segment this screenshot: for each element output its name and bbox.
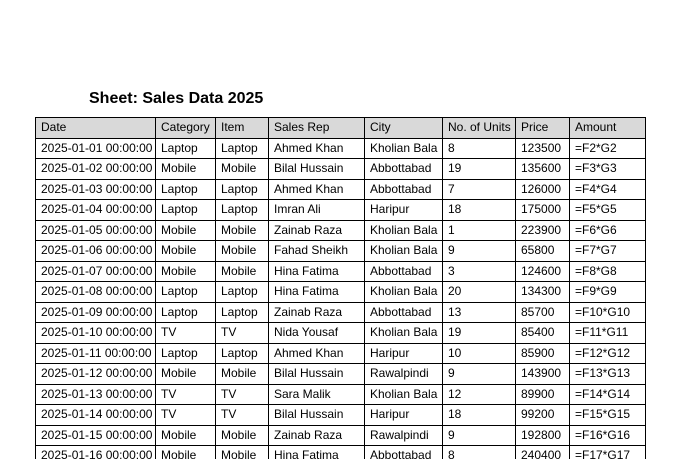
amount-cell: =F7*G7	[570, 241, 646, 262]
units-cell: 19	[443, 159, 516, 180]
units-cell: 9	[443, 364, 516, 385]
item-cell: TV	[216, 323, 269, 344]
amount-cell: =F12*G12	[570, 343, 646, 364]
table-body	[36, 138, 646, 459]
table-row	[36, 200, 646, 221]
category-cell: Laptop	[156, 343, 216, 364]
date-cell: 2025-01-05 00:00:00	[36, 220, 156, 241]
price-cell: 85700	[516, 302, 570, 323]
price-cell: 85900	[516, 343, 570, 364]
item-cell: Laptop	[216, 302, 269, 323]
category-cell: Mobile	[156, 446, 216, 459]
date-cell: 2025-01-01 00:00:00	[36, 138, 156, 159]
category-cell: TV	[156, 323, 216, 344]
price-cell: 65800	[516, 241, 570, 262]
item-cell: TV	[216, 405, 269, 426]
units-cell: 18	[443, 405, 516, 426]
units-cell: 18	[443, 200, 516, 221]
sales-rep-cell: Hina Fatima	[269, 282, 365, 303]
city-cell: Abbottabad	[365, 179, 443, 200]
amount-cell: =F14*G14	[570, 384, 646, 405]
city-cell: Kholian Bala	[365, 384, 443, 405]
category-cell: Laptop	[156, 282, 216, 303]
table-row	[36, 282, 646, 303]
amount-cell: =F10*G10	[570, 302, 646, 323]
date-cell: 2025-01-15 00:00:00	[36, 425, 156, 446]
table-row	[36, 220, 646, 241]
sales-rep-cell: Bilal Hussain	[269, 364, 365, 385]
item-cell: Laptop	[216, 200, 269, 221]
units-cell: 7	[443, 179, 516, 200]
category-cell: Laptop	[156, 302, 216, 323]
item-cell: Mobile	[216, 261, 269, 282]
price-cell: 85400	[516, 323, 570, 344]
sales-rep-cell: Ahmed Khan	[269, 138, 365, 159]
city-cell: Kholian Bala	[365, 138, 443, 159]
units-cell: 9	[443, 425, 516, 446]
column-header-price: Price	[516, 118, 570, 139]
city-cell: Rawalpindi	[365, 425, 443, 446]
price-cell: 134300	[516, 282, 570, 303]
item-cell: Mobile	[216, 159, 269, 180]
date-cell: 2025-01-13 00:00:00	[36, 384, 156, 405]
item-cell: Mobile	[216, 446, 269, 459]
units-cell: 3	[443, 261, 516, 282]
table-row	[36, 405, 646, 426]
sales-rep-cell: Zainab Raza	[269, 220, 365, 241]
sales-rep-cell: Ahmed Khan	[269, 343, 365, 364]
units-cell: 13	[443, 302, 516, 323]
date-cell: 2025-01-14 00:00:00	[36, 405, 156, 426]
units-cell: 8	[443, 138, 516, 159]
city-cell: Kholian Bala	[365, 220, 443, 241]
sales-rep-cell: Imran Ali	[269, 200, 365, 221]
sales-rep-cell: Fahad Sheikh	[269, 241, 365, 262]
amount-cell: =F17*G17	[570, 446, 646, 459]
price-cell: 223900	[516, 220, 570, 241]
date-cell: 2025-01-08 00:00:00	[36, 282, 156, 303]
price-cell: 99200	[516, 405, 570, 426]
city-cell: Abbottabad	[365, 159, 443, 180]
category-cell: Mobile	[156, 220, 216, 241]
column-header-date: Date	[36, 118, 156, 139]
price-cell: 143900	[516, 364, 570, 385]
amount-cell: =F8*G8	[570, 261, 646, 282]
units-cell: 12	[443, 384, 516, 405]
date-cell: 2025-01-12 00:00:00	[36, 364, 156, 385]
sales-rep-cell: Zainab Raza	[269, 302, 365, 323]
units-cell: 9	[443, 241, 516, 262]
sheet-title: Sheet: Sales Data 2025	[89, 90, 264, 107]
column-header-category: Category	[156, 118, 216, 139]
city-cell: Haripur	[365, 200, 443, 221]
price-cell: 89900	[516, 384, 570, 405]
sales-rep-cell: Sara Malik	[269, 384, 365, 405]
table-row	[36, 343, 646, 364]
amount-cell: =F2*G2	[570, 138, 646, 159]
date-cell: 2025-01-03 00:00:00	[36, 179, 156, 200]
table-row	[36, 302, 646, 323]
item-cell: Laptop	[216, 343, 269, 364]
table-row	[36, 241, 646, 262]
amount-cell: =F15*G15	[570, 405, 646, 426]
item-cell: TV	[216, 384, 269, 405]
date-cell: 2025-01-02 00:00:00	[36, 159, 156, 180]
sales-rep-cell: Bilal Hussain	[269, 405, 365, 426]
column-header-amount: Amount	[570, 118, 646, 139]
price-cell: 192800	[516, 425, 570, 446]
city-cell: Haripur	[365, 405, 443, 426]
date-cell: 2025-01-06 00:00:00	[36, 241, 156, 262]
table-row	[36, 364, 646, 385]
city-cell: Abbottabad	[365, 261, 443, 282]
category-cell: Laptop	[156, 200, 216, 221]
item-cell: Mobile	[216, 364, 269, 385]
sales-rep-cell: Zainab Raza	[269, 425, 365, 446]
category-cell: TV	[156, 384, 216, 405]
table-row	[36, 446, 646, 459]
table-row	[36, 179, 646, 200]
date-cell: 2025-01-10 00:00:00	[36, 323, 156, 344]
sales-rep-cell: Hina Fatima	[269, 446, 365, 459]
item-cell: Mobile	[216, 241, 269, 262]
price-cell: 240400	[516, 446, 570, 459]
category-cell: TV	[156, 405, 216, 426]
column-header-item: Item	[216, 118, 269, 139]
price-cell: 126000	[516, 179, 570, 200]
category-cell: Mobile	[156, 261, 216, 282]
table-row	[36, 159, 646, 180]
city-cell: Haripur	[365, 343, 443, 364]
category-cell: Laptop	[156, 138, 216, 159]
date-cell: 2025-01-07 00:00:00	[36, 261, 156, 282]
price-cell: 124600	[516, 261, 570, 282]
item-cell: Laptop	[216, 179, 269, 200]
column-header-city: City	[365, 118, 443, 139]
amount-cell: =F3*G3	[570, 159, 646, 180]
category-cell: Mobile	[156, 425, 216, 446]
city-cell: Kholian Bala	[365, 282, 443, 303]
units-cell: 20	[443, 282, 516, 303]
amount-cell: =F16*G16	[570, 425, 646, 446]
table-row	[36, 323, 646, 344]
table-header-row	[36, 118, 646, 139]
column-header-sales-rep: Sales Rep	[269, 118, 365, 139]
date-cell: 2025-01-04 00:00:00	[36, 200, 156, 221]
sales-rep-cell: Ahmed Khan	[269, 179, 365, 200]
column-header-units: No. of Units	[443, 118, 516, 139]
date-cell: 2025-01-11 00:00:00	[36, 343, 156, 364]
sales-rep-cell: Hina Fatima	[269, 261, 365, 282]
table-row	[36, 384, 646, 405]
price-cell: 175000	[516, 200, 570, 221]
category-cell: Mobile	[156, 159, 216, 180]
category-cell: Mobile	[156, 241, 216, 262]
table-row	[36, 425, 646, 446]
price-cell: 135600	[516, 159, 570, 180]
date-cell: 2025-01-09 00:00:00	[36, 302, 156, 323]
sales-data-table	[35, 117, 646, 459]
city-cell: Abbottabad	[365, 446, 443, 459]
amount-cell: =F4*G4	[570, 179, 646, 200]
price-cell: 123500	[516, 138, 570, 159]
item-cell: Laptop	[216, 138, 269, 159]
city-cell: Abbottabad	[365, 302, 443, 323]
units-cell: 10	[443, 343, 516, 364]
table-row	[36, 138, 646, 159]
category-cell: Mobile	[156, 364, 216, 385]
city-cell: Kholian Bala	[365, 241, 443, 262]
amount-cell: =F11*G11	[570, 323, 646, 344]
amount-cell: =F13*G13	[570, 364, 646, 385]
table-row	[36, 261, 646, 282]
amount-cell: =F5*G5	[570, 200, 646, 221]
sales-rep-cell: Bilal Hussain	[269, 159, 365, 180]
units-cell: 19	[443, 323, 516, 344]
units-cell: 8	[443, 446, 516, 459]
date-cell: 2025-01-16 00:00:00	[36, 446, 156, 459]
units-cell: 1	[443, 220, 516, 241]
item-cell: Mobile	[216, 425, 269, 446]
city-cell: Rawalpindi	[365, 364, 443, 385]
item-cell: Mobile	[216, 220, 269, 241]
city-cell: Kholian Bala	[365, 323, 443, 344]
amount-cell: =F6*G6	[570, 220, 646, 241]
category-cell: Laptop	[156, 179, 216, 200]
amount-cell: =F9*G9	[570, 282, 646, 303]
sales-rep-cell: Nida Yousaf	[269, 323, 365, 344]
item-cell: Laptop	[216, 282, 269, 303]
